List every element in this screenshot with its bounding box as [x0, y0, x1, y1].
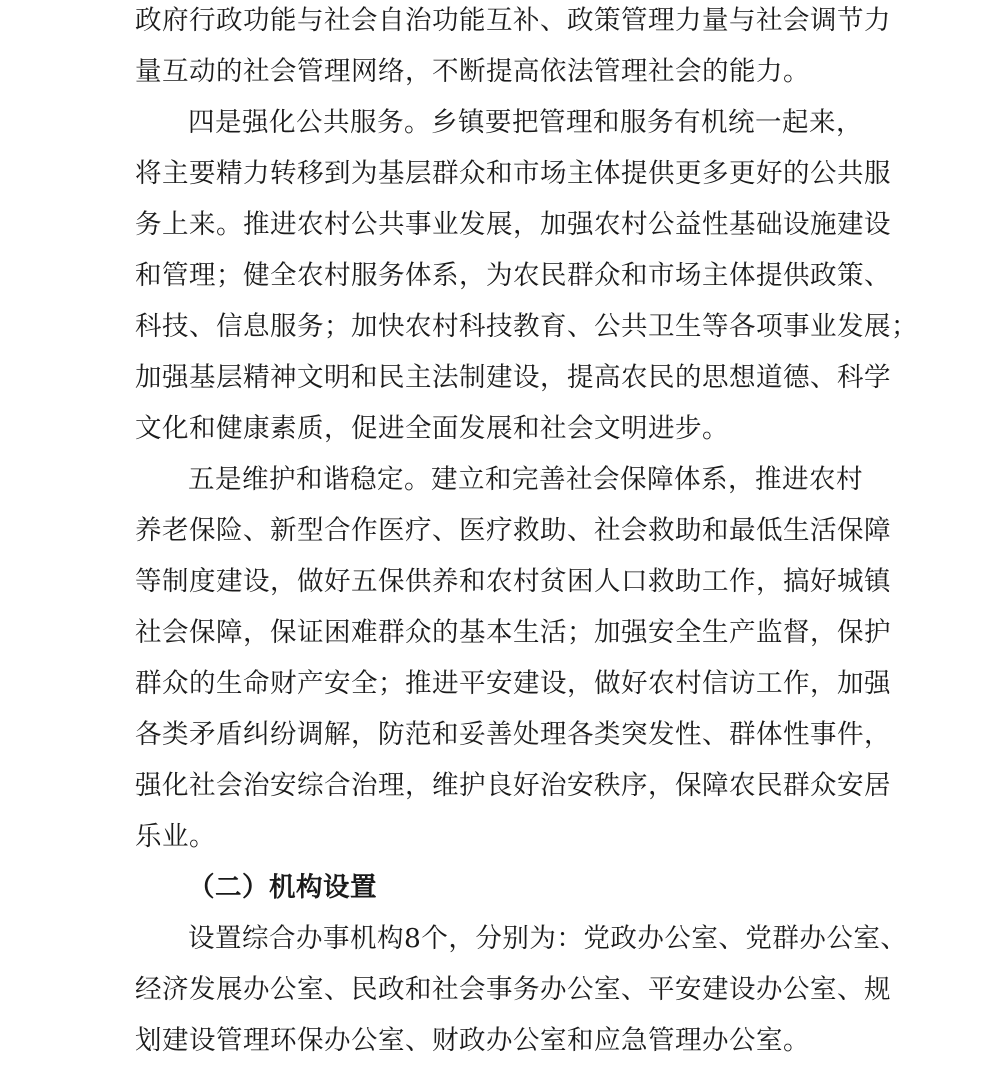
text-line: 加强基层精神文明和民主法制建设，提高农民的思想道德、科学 — [135, 362, 891, 393]
text-line: 设置综合办事机构8个，分别为：党政办公室、党群办公室、 — [188, 923, 908, 954]
text-line: 划建设管理环保办公室、财政办公室和应急管理办公室。 — [135, 1025, 810, 1056]
paragraph-institutions — [135, 913, 908, 1066]
text-line: 科技、信息服务；加快农村科技教育、公共卫生等各项事业发展； — [135, 311, 918, 342]
text-line: 各类矛盾纠纷调解，防范和妥善处理各类突发性、群体性事件， — [135, 719, 891, 750]
text-line: 文化和健康素质，促进全面发展和社会文明进步。 — [135, 413, 729, 444]
text-line: 社会保障，保证困难群众的基本生活；加强安全生产监督，保护 — [135, 617, 891, 648]
paragraph-stability — [135, 454, 895, 862]
text-line: 四是强化公共服务。乡镇要把管理和服务有机统一起来， — [188, 107, 863, 138]
text-line: 政府行政功能与社会自治功能互补、政策管理力量与社会调节力 — [135, 5, 891, 36]
text-line: 五是维护和谐稳定。建立和完善社会保障体系，推进农村 — [188, 464, 863, 495]
text-line: 务上来。推进农村公共事业发展，加强农村公益性基础设施建设 — [135, 209, 891, 240]
text-line: 群众的生命财产安全；推进平安建设，做好农村信访工作，加强 — [135, 668, 891, 699]
text-line: 乐业。 — [135, 821, 216, 852]
document-body — [135, 0, 918, 1066]
text-line: 将主要精力转移到为基层群众和市场主体提供更多更好的公共服 — [135, 158, 891, 189]
text-line: 等制度建设，做好五保供养和农村贫困人口救助工作，搞好城镇 — [135, 566, 891, 597]
text-line: 强化社会治安综合治理，维护良好治安秩序，保障农民群众安居 — [135, 770, 891, 801]
heading-line: （二）机构设置 — [188, 872, 377, 903]
text-line: 养老保险、新型合作医疗、医疗救助、社会救助和最低生活保障 — [135, 515, 891, 546]
section-heading — [135, 862, 895, 913]
text-line: 量互动的社会管理网络，不断提高依法管理社会的能力。 — [135, 56, 810, 87]
text-line: 经济发展办公室、民政和社会事务办公室、平安建设办公室、规 — [135, 974, 891, 1005]
paragraph-continued — [135, 0, 895, 97]
paragraph-public-service — [135, 97, 918, 454]
text-line: 和管理；健全农村服务体系，为农民群众和市场主体提供政策、 — [135, 260, 891, 291]
